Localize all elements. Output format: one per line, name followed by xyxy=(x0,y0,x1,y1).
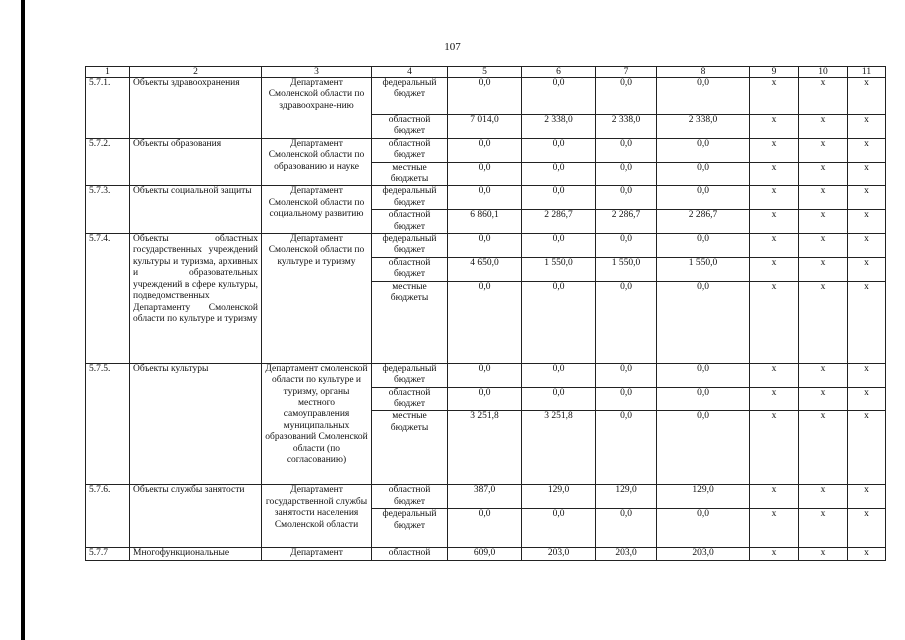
header-cell: 9 xyxy=(750,67,799,78)
amount-cell: х xyxy=(799,363,848,387)
amount-cell: 0,0 xyxy=(522,363,596,387)
amount-cell: 0,0 xyxy=(657,138,750,162)
responsible-department: Департамент xyxy=(262,548,372,560)
responsible-department: Департамент Смоленской области по образованию и науке xyxy=(262,138,372,186)
amount-cell: 0,0 xyxy=(657,186,750,210)
amount-cell: х xyxy=(848,78,886,115)
amount-cell: х xyxy=(848,257,886,281)
amount-cell: х xyxy=(799,162,848,186)
amount-cell: 0,0 xyxy=(448,509,522,548)
amount-cell: х xyxy=(848,509,886,548)
funding-source: федеральный бюджет xyxy=(372,509,448,548)
item-number: 5.7.4. xyxy=(86,234,130,364)
amount-cell: 0,0 xyxy=(522,281,596,363)
funding-source: областной бюджет xyxy=(372,210,448,234)
funding-source: федеральный бюджет xyxy=(372,186,448,210)
item-number: 5.7.3. xyxy=(86,186,130,234)
item-name: Объекты здравоохранения xyxy=(130,78,262,139)
amount-cell: 0,0 xyxy=(522,186,596,210)
item-number: 5.7.7 xyxy=(86,548,130,560)
amount-cell: 0,0 xyxy=(522,162,596,186)
header-cell: 4 xyxy=(372,67,448,78)
amount-cell: 0,0 xyxy=(657,411,750,485)
amount-cell: х xyxy=(799,138,848,162)
amount-cell: 2 286,7 xyxy=(522,210,596,234)
amount-cell: 0,0 xyxy=(596,186,657,210)
item-number: 5.7.1. xyxy=(86,78,130,139)
amount-cell: 3 251,8 xyxy=(448,411,522,485)
amount-cell: 129,0 xyxy=(657,485,750,509)
amount-cell: 0,0 xyxy=(448,281,522,363)
amount-cell: х xyxy=(750,234,799,258)
responsible-department: Департамент Смоленской области по здравоохране-нию xyxy=(262,78,372,139)
amount-cell: 2 338,0 xyxy=(522,115,596,139)
header-cell: 8 xyxy=(657,67,750,78)
item-number: 5.7.2. xyxy=(86,138,130,186)
amount-cell: 2 286,7 xyxy=(657,210,750,234)
amount-cell: 0,0 xyxy=(596,138,657,162)
amount-cell: 203,0 xyxy=(596,548,657,560)
amount-cell: 387,0 xyxy=(448,485,522,509)
item-name: Объекты культуры xyxy=(130,363,262,485)
table-row xyxy=(86,78,886,115)
funding-source: федеральный бюджет xyxy=(372,234,448,258)
item-number: 5.7.6. xyxy=(86,485,130,548)
amount-cell: х xyxy=(799,78,848,115)
amount-cell: х xyxy=(750,509,799,548)
amount-cell: х xyxy=(799,485,848,509)
header-cell: 5 xyxy=(448,67,522,78)
table-row xyxy=(86,186,886,210)
funding-source: областной бюджет xyxy=(372,485,448,509)
amount-cell: х xyxy=(848,387,886,411)
amount-cell: х xyxy=(799,509,848,548)
item-name: Многофункциональные xyxy=(130,548,262,560)
table-row xyxy=(86,138,886,162)
page-number: 107 xyxy=(444,41,461,53)
header-cell: 11 xyxy=(848,67,886,78)
amount-cell: 3 251,8 xyxy=(522,411,596,485)
funding-source: федеральный бюджет xyxy=(372,78,448,115)
responsible-department: Департамент смоленской области по культуре и туризму, органы местного самоуправления муниципальных образований Смоленской области (по согласованию) xyxy=(262,363,372,485)
amount-cell: х xyxy=(848,234,886,258)
funding-source: областной бюджет xyxy=(372,115,448,139)
amount-cell: х xyxy=(750,186,799,210)
amount-cell: 0,0 xyxy=(596,162,657,186)
amount-cell: 2 338,0 xyxy=(657,115,750,139)
amount-cell: х xyxy=(750,281,799,363)
amount-cell: х xyxy=(799,210,848,234)
amount-cell: х xyxy=(750,162,799,186)
amount-cell: х xyxy=(848,186,886,210)
amount-cell: х xyxy=(799,257,848,281)
amount-cell: 0,0 xyxy=(596,363,657,387)
amount-cell: х xyxy=(848,115,886,139)
header-cell: 1 xyxy=(86,67,130,78)
amount-cell: х xyxy=(750,485,799,509)
amount-cell: х xyxy=(750,138,799,162)
amount-cell: 0,0 xyxy=(522,234,596,258)
amount-cell: х xyxy=(799,548,848,560)
amount-cell: 2 286,7 xyxy=(596,210,657,234)
amount-cell: 0,0 xyxy=(657,78,750,115)
amount-cell: 0,0 xyxy=(596,509,657,548)
amount-cell: 0,0 xyxy=(657,363,750,387)
amount-cell: 0,0 xyxy=(596,234,657,258)
responsible-department: Департамент Смоленской области по культуре и туризму xyxy=(262,234,372,364)
amount-cell: 0,0 xyxy=(596,281,657,363)
table-row xyxy=(86,548,886,560)
item-name: Объекты социальной защиты xyxy=(130,186,262,234)
amount-cell: х xyxy=(750,257,799,281)
amount-cell: 1 550,0 xyxy=(596,257,657,281)
funding-source: областной бюджет xyxy=(372,387,448,411)
amount-cell: 0,0 xyxy=(448,234,522,258)
header-cell: 3 xyxy=(262,67,372,78)
amount-cell: 4 650,0 xyxy=(448,257,522,281)
amount-cell: х xyxy=(750,78,799,115)
funding-source: местные бюджеты xyxy=(372,281,448,363)
responsible-department: Департамент государственной службы занятости населения Смоленской области xyxy=(262,485,372,548)
amount-cell: х xyxy=(750,548,799,560)
funding-source: областной бюджет xyxy=(372,257,448,281)
amount-cell: х xyxy=(848,138,886,162)
amount-cell: 0,0 xyxy=(448,387,522,411)
funding-source: местные бюджеты xyxy=(372,162,448,186)
amount-cell: 203,0 xyxy=(522,548,596,560)
amount-cell: х xyxy=(799,186,848,210)
amount-cell: 6 860,1 xyxy=(448,210,522,234)
amount-cell: 0,0 xyxy=(596,411,657,485)
amount-cell: х xyxy=(799,115,848,139)
amount-cell: 2 338,0 xyxy=(596,115,657,139)
budget-table xyxy=(85,66,886,561)
funding-source: местные бюджеты xyxy=(372,411,448,485)
amount-cell: х xyxy=(848,411,886,485)
amount-cell: х xyxy=(750,363,799,387)
amount-cell: 0,0 xyxy=(657,162,750,186)
amount-cell: х xyxy=(848,363,886,387)
amount-cell: 129,0 xyxy=(596,485,657,509)
amount-cell: х xyxy=(750,210,799,234)
header-cell: 10 xyxy=(799,67,848,78)
amount-cell: 0,0 xyxy=(448,138,522,162)
amount-cell: 129,0 xyxy=(522,485,596,509)
amount-cell: х xyxy=(799,281,848,363)
amount-cell: 0,0 xyxy=(522,138,596,162)
amount-cell: 0,0 xyxy=(448,186,522,210)
header-cell: 7 xyxy=(596,67,657,78)
item-name: Объекты областных государственных учреждений культуры и туризма, архивных и образовательных учреждений в сфере культуры, подведомственных Департаменту Смоленской области по культуре и туризму xyxy=(130,234,262,364)
header-row xyxy=(86,67,886,78)
amount-cell: 0,0 xyxy=(522,78,596,115)
amount-cell: х xyxy=(799,234,848,258)
table-row xyxy=(86,363,886,387)
amount-cell: 0,0 xyxy=(448,162,522,186)
amount-cell: 0,0 xyxy=(657,234,750,258)
header-cell: 2 xyxy=(130,67,262,78)
amount-cell: 0,0 xyxy=(448,78,522,115)
amount-cell: х xyxy=(848,210,886,234)
amount-cell: х xyxy=(848,548,886,560)
amount-cell: 203,0 xyxy=(657,548,750,560)
item-name: Объекты образования xyxy=(130,138,262,186)
amount-cell: х xyxy=(750,387,799,411)
amount-cell: 0,0 xyxy=(522,509,596,548)
amount-cell: 1 550,0 xyxy=(522,257,596,281)
amount-cell: х xyxy=(848,162,886,186)
table-row xyxy=(86,234,886,258)
amount-cell: 0,0 xyxy=(657,509,750,548)
amount-cell: 609,0 xyxy=(448,548,522,560)
header-cell: 6 xyxy=(522,67,596,78)
amount-cell: 0,0 xyxy=(596,78,657,115)
amount-cell: 0,0 xyxy=(657,281,750,363)
amount-cell: 0,0 xyxy=(596,387,657,411)
amount-cell: 1 550,0 xyxy=(657,257,750,281)
binding-edge xyxy=(21,0,25,640)
amount-cell: х xyxy=(750,411,799,485)
responsible-department: Департамент Смоленской области по социальному развитию xyxy=(262,186,372,234)
funding-source: федеральный бюджет xyxy=(372,363,448,387)
amount-cell: х xyxy=(848,281,886,363)
item-number: 5.7.5. xyxy=(86,363,130,485)
amount-cell: 0,0 xyxy=(448,363,522,387)
item-name: Объекты службы занятости xyxy=(130,485,262,548)
funding-source: областной бюджет xyxy=(372,138,448,162)
amount-cell: х xyxy=(750,115,799,139)
amount-cell: 7 014,0 xyxy=(448,115,522,139)
table-row xyxy=(86,485,886,509)
amount-cell: х xyxy=(848,485,886,509)
amount-cell: 0,0 xyxy=(522,387,596,411)
amount-cell: х xyxy=(799,411,848,485)
funding-source: областной xyxy=(372,548,448,560)
amount-cell: х xyxy=(799,387,848,411)
amount-cell: 0,0 xyxy=(657,387,750,411)
